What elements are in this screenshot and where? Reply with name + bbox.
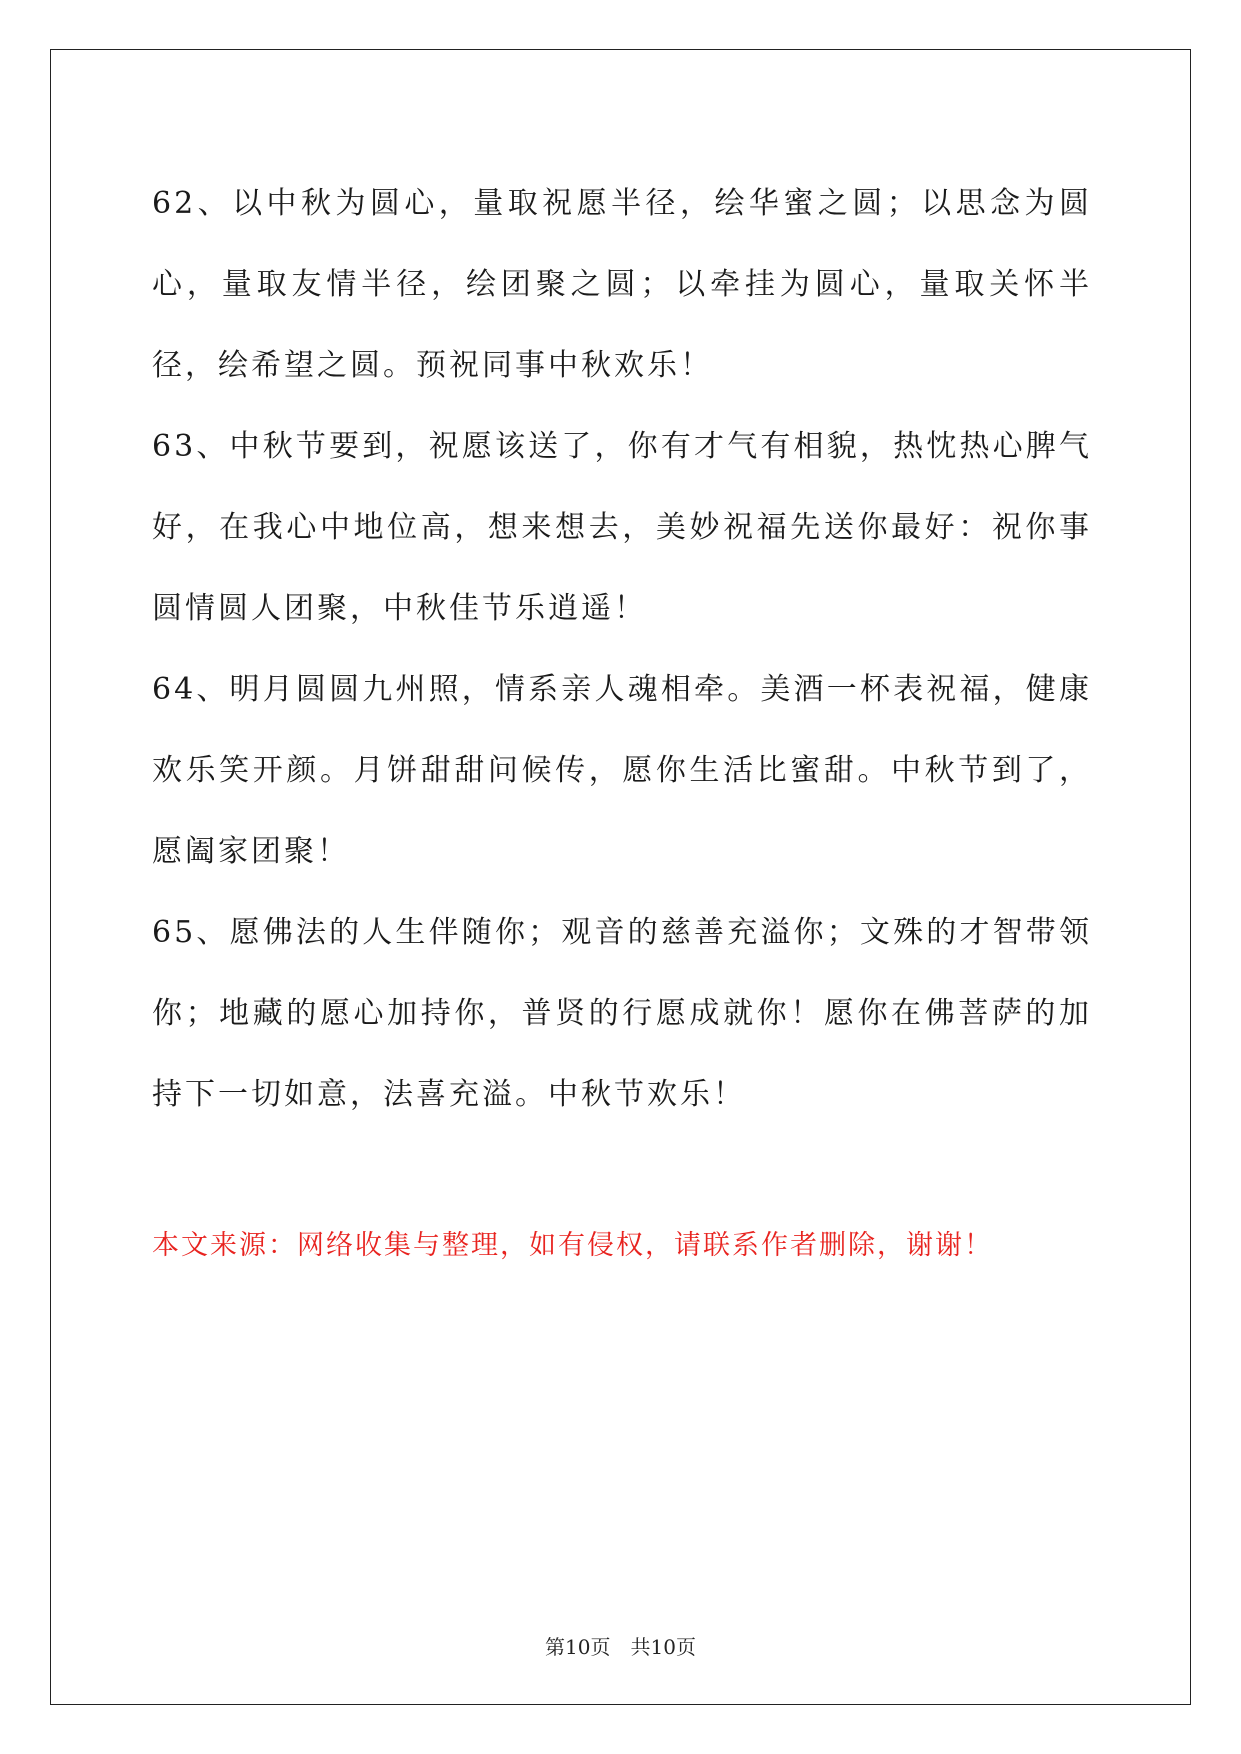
paragraph-63: 63、中秋节要到，祝愿该送了，你有才气有相貌，热忱热心脾气好，在我心中地位高，想来想去，美妙祝福先送你最好：祝你事圆情圆人团聚，中秋佳节乐逍遥！ xyxy=(152,429,1092,626)
paragraph-64: 64、明月圆圆九州照，情系亲人魂相牵。美酒一杯表祝福，健康欢乐笑开颜。月饼甜甜问候传，愿你生活比蜜甜。中秋节到了，愿阖家团聚！ xyxy=(152,672,1092,869)
page-number-current: 第10页 xyxy=(545,1635,611,1659)
page-number-total: 共10页 xyxy=(630,1635,696,1659)
document-body xyxy=(152,163,1092,1135)
paragraph-62: 62、以中秋为圆心，量取祝愿半径，绘华蜜之圆；以思念为圆心，量取友情半径，绘团聚之圆；以牵挂为圆心，量取关怀半径，绘希望之圆。预祝同事中秋欢乐！ xyxy=(152,186,1092,383)
source-disclaimer: 本文来源：网络收集与整理，如有侵权，请联系作者删除，谢谢！ xyxy=(152,1230,993,1261)
paragraph-65: 65、愿佛法的人生伴随你；观音的慈善充溢你；文殊的才智带领你；地藏的愿心加持你，普贤的行愿成就你！愿你在佛菩萨的加持下一切如意，法喜充溢。中秋节欢乐！ xyxy=(152,915,1092,1112)
page-footer xyxy=(0,1631,1241,1660)
